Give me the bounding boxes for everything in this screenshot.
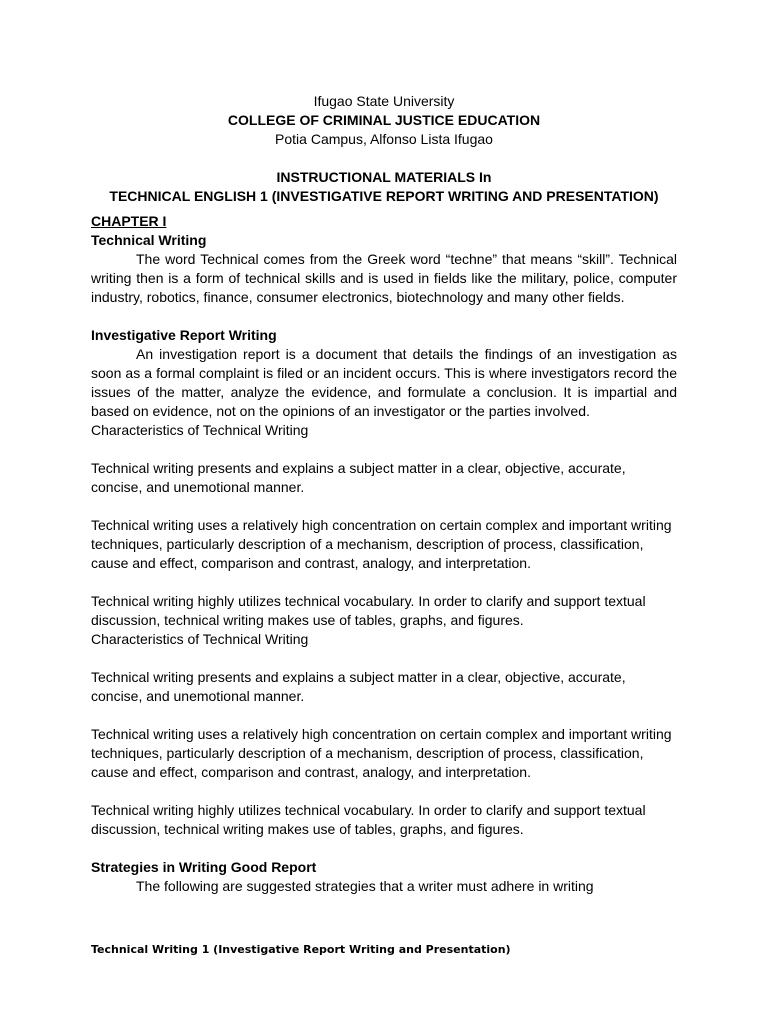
paragraph-characteristics-2-c: Technical writing highly utilizes technical vocabulary. In order to clarify and support textual discussion, technical writing makes use of tables, graphs, and figures. [91, 802, 646, 837]
document-title-line1: INSTRUCTIONAL MATERIALS In [276, 169, 492, 185]
paragraph-characteristics-2-b: Technical writing uses a relatively high concentration on certain complex and important writing techniques, particularly description of a mechanism, description of process, classification, cause and effect, comparison and contrast, analogy, and interpretation. [91, 726, 672, 780]
paragraph-technical-writing: The word Technical comes from the Greek word “techne” that means “skill”. Technical writing then is a form of technical skills and is used in fields like the military, police, computer industry, robotics, finance, consumer electronics, biotechnology and many other fields. [91, 251, 677, 305]
page-footer: Technical Writing 1 (Investigative Report Writing and Presentation) [91, 943, 511, 956]
paragraph-characteristics-2-a: Technical writing presents and explains a subject matter in a clear, objective, accurate, concise, and unemotional manner. [91, 669, 626, 704]
college-name: COLLEGE OF CRIMINAL JUSTICE EDUCATION [227, 112, 541, 128]
paragraph-investigative-report: An investigation report is a document that details the findings of an investigation as soon as a formal complaint is filed or an incident occurs. This is where investigators record the issues of the matter, analyze the evidence, and formulate a conclusion. It is impartial and based on evidence, not on the opinions of an investigator or the parties involved. [91, 346, 677, 419]
document-body [91, 92, 677, 896]
paragraph-characteristics-1-b: Technical writing uses a relatively high concentration on certain complex and important writing techniques, particularly description of a mechanism, description of process, classification, cause and effect, comparison and contrast, analogy, and interpretation. [91, 517, 672, 571]
paragraph-characteristics-1-c: Technical writing highly utilizes technical vocabulary. In order to clarify and support textual discussion, technical writing makes use of tables, graphs, and figures. [91, 593, 646, 628]
subheading-characteristics-2: Characteristics of Technical Writing [91, 631, 309, 647]
chapter-heading: CHAPTER I [91, 213, 167, 229]
university-name: Ifugao State University [313, 93, 455, 109]
paragraph-characteristics-1-a: Technical writing presents and explains a subject matter in a clear, objective, accurate, concise, and unemotional manner. [91, 460, 626, 495]
document-title-line2: TECHNICAL ENGLISH 1 (INVESTIGATIVE REPORT WRITING AND PRESENTATION) [109, 188, 659, 204]
section-heading-strategies: Strategies in Writing Good Report [91, 859, 317, 875]
campus-address: Potia Campus, Alfonso Lista Ifugao [275, 131, 493, 147]
section-heading-investigative-report: Investigative Report Writing [91, 327, 277, 343]
paragraph-strategies: The following are suggested strategies that a writer must adhere in writing [136, 878, 594, 894]
section-heading-technical-writing: Technical Writing [91, 232, 207, 248]
subheading-characteristics-1: Characteristics of Technical Writing [91, 422, 309, 438]
